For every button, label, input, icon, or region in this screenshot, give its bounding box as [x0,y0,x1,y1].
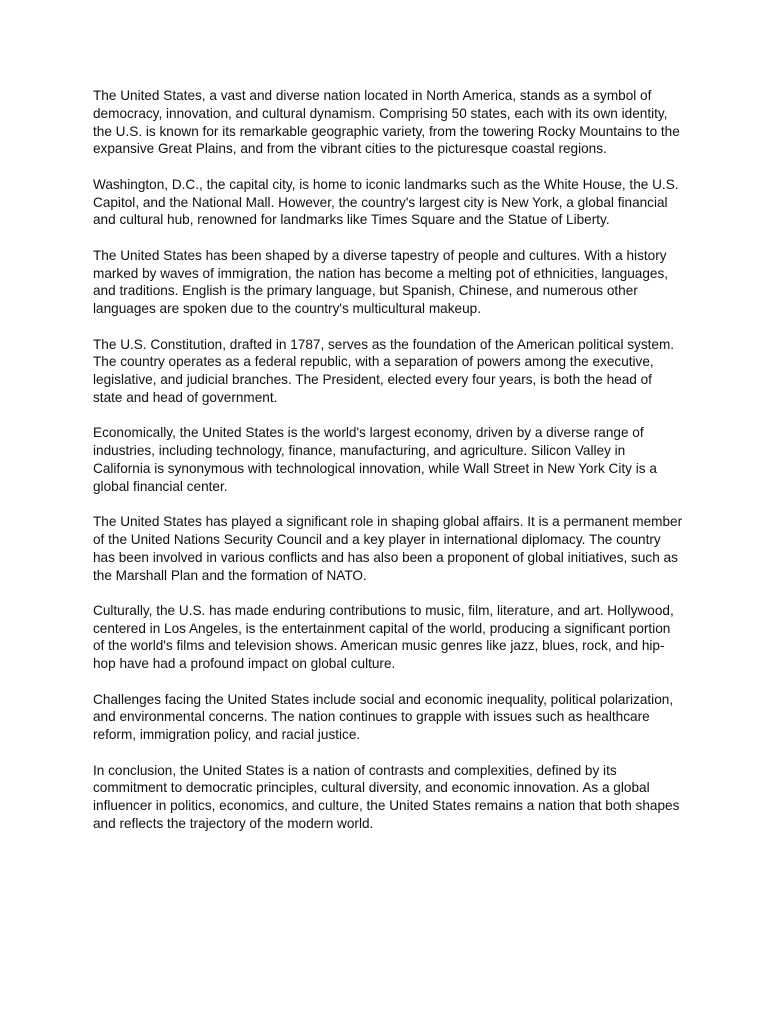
paragraph-capital: Washington, D.C., the capital city, is home to iconic landmarks such as the White House, the U.S. Capitol, and the National Mall. However, the country's largest city is New York, a global financial and cultural hub, renowned for landmarks like Times Square and the Statue of Liberty. [93,176,679,228]
paragraph-constitution: The U.S. Constitution, drafted in 1787, serves as the foundation of the American political system. The country operates as a federal republic, with a separation of powers among the executive, legislative, and judicial branches. The President, elected every four years, is both the head of state and head of government. [93,336,675,405]
paragraph-global-affairs: The United States has played a significant role in shaping global affairs. It is a permanent member of the United Nations Security Council and a key player in international diplomacy. The country has been involved in various conflicts and has also been a proponent of global initiatives, such as the Marshall Plan and the formation of NATO. [93,514,683,583]
paragraph-culture: Culturally, the U.S. has made enduring contributions to music, film, literature, and art. Hollywood, centered in Los Angeles, is the entertainment capital of the world, producing a significant portion of the world's films and television shows. American music genres like jazz, blues, rock, and hip-hop have had a profound impact on global culture. [93,602,674,672]
paragraph-challenges: Challenges facing the United States include social and economic inequality, political polarization, and environmental concerns. The nation continues to grapple with issues such as healthcare reform, immigration policy, and racial justice. [93,691,674,743]
paragraph-people-cultures: The United States has been shaped by a diverse tapestry of people and cultures. With a history marked by waves of immigration, the nation has become a melting pot of ethnicities, languages, and traditions. English is the primary language, but Spanish, Chinese, and numerous other languages are spoken due to the country's multicultural makeup. [93,247,669,317]
paragraph-conclusion: In conclusion, the United States is a nation of contrasts and complexities, defined by its commitment to democratic principles, cultural diversity, and economic innovation. As a global influencer in politics, economics, and culture, the United States remains a nation that both shapes and reflects the trajectory of the modern world. [93,762,680,832]
document-body [93,87,683,850]
paragraph-intro: The United States, a vast and diverse nation located in North America, stands as a symbol of democracy, innovation, and cultural dynamism. Comprising 50 states, each with its own identity, the U.S. is known for its remarkable geographic variety, from the towering Rocky Mountains to the expansive Great Plains, and from the vibrant cities to the picturesque coastal regions. [93,88,680,157]
paragraph-economy: Economically, the United States is the world's largest economy, driven by a diverse range of industries, including technology, finance, manufacturing, and agriculture. Silicon Valley in California is synonymous with technological innovation, while Wall Street in New York City is a global financial center. [93,425,657,494]
